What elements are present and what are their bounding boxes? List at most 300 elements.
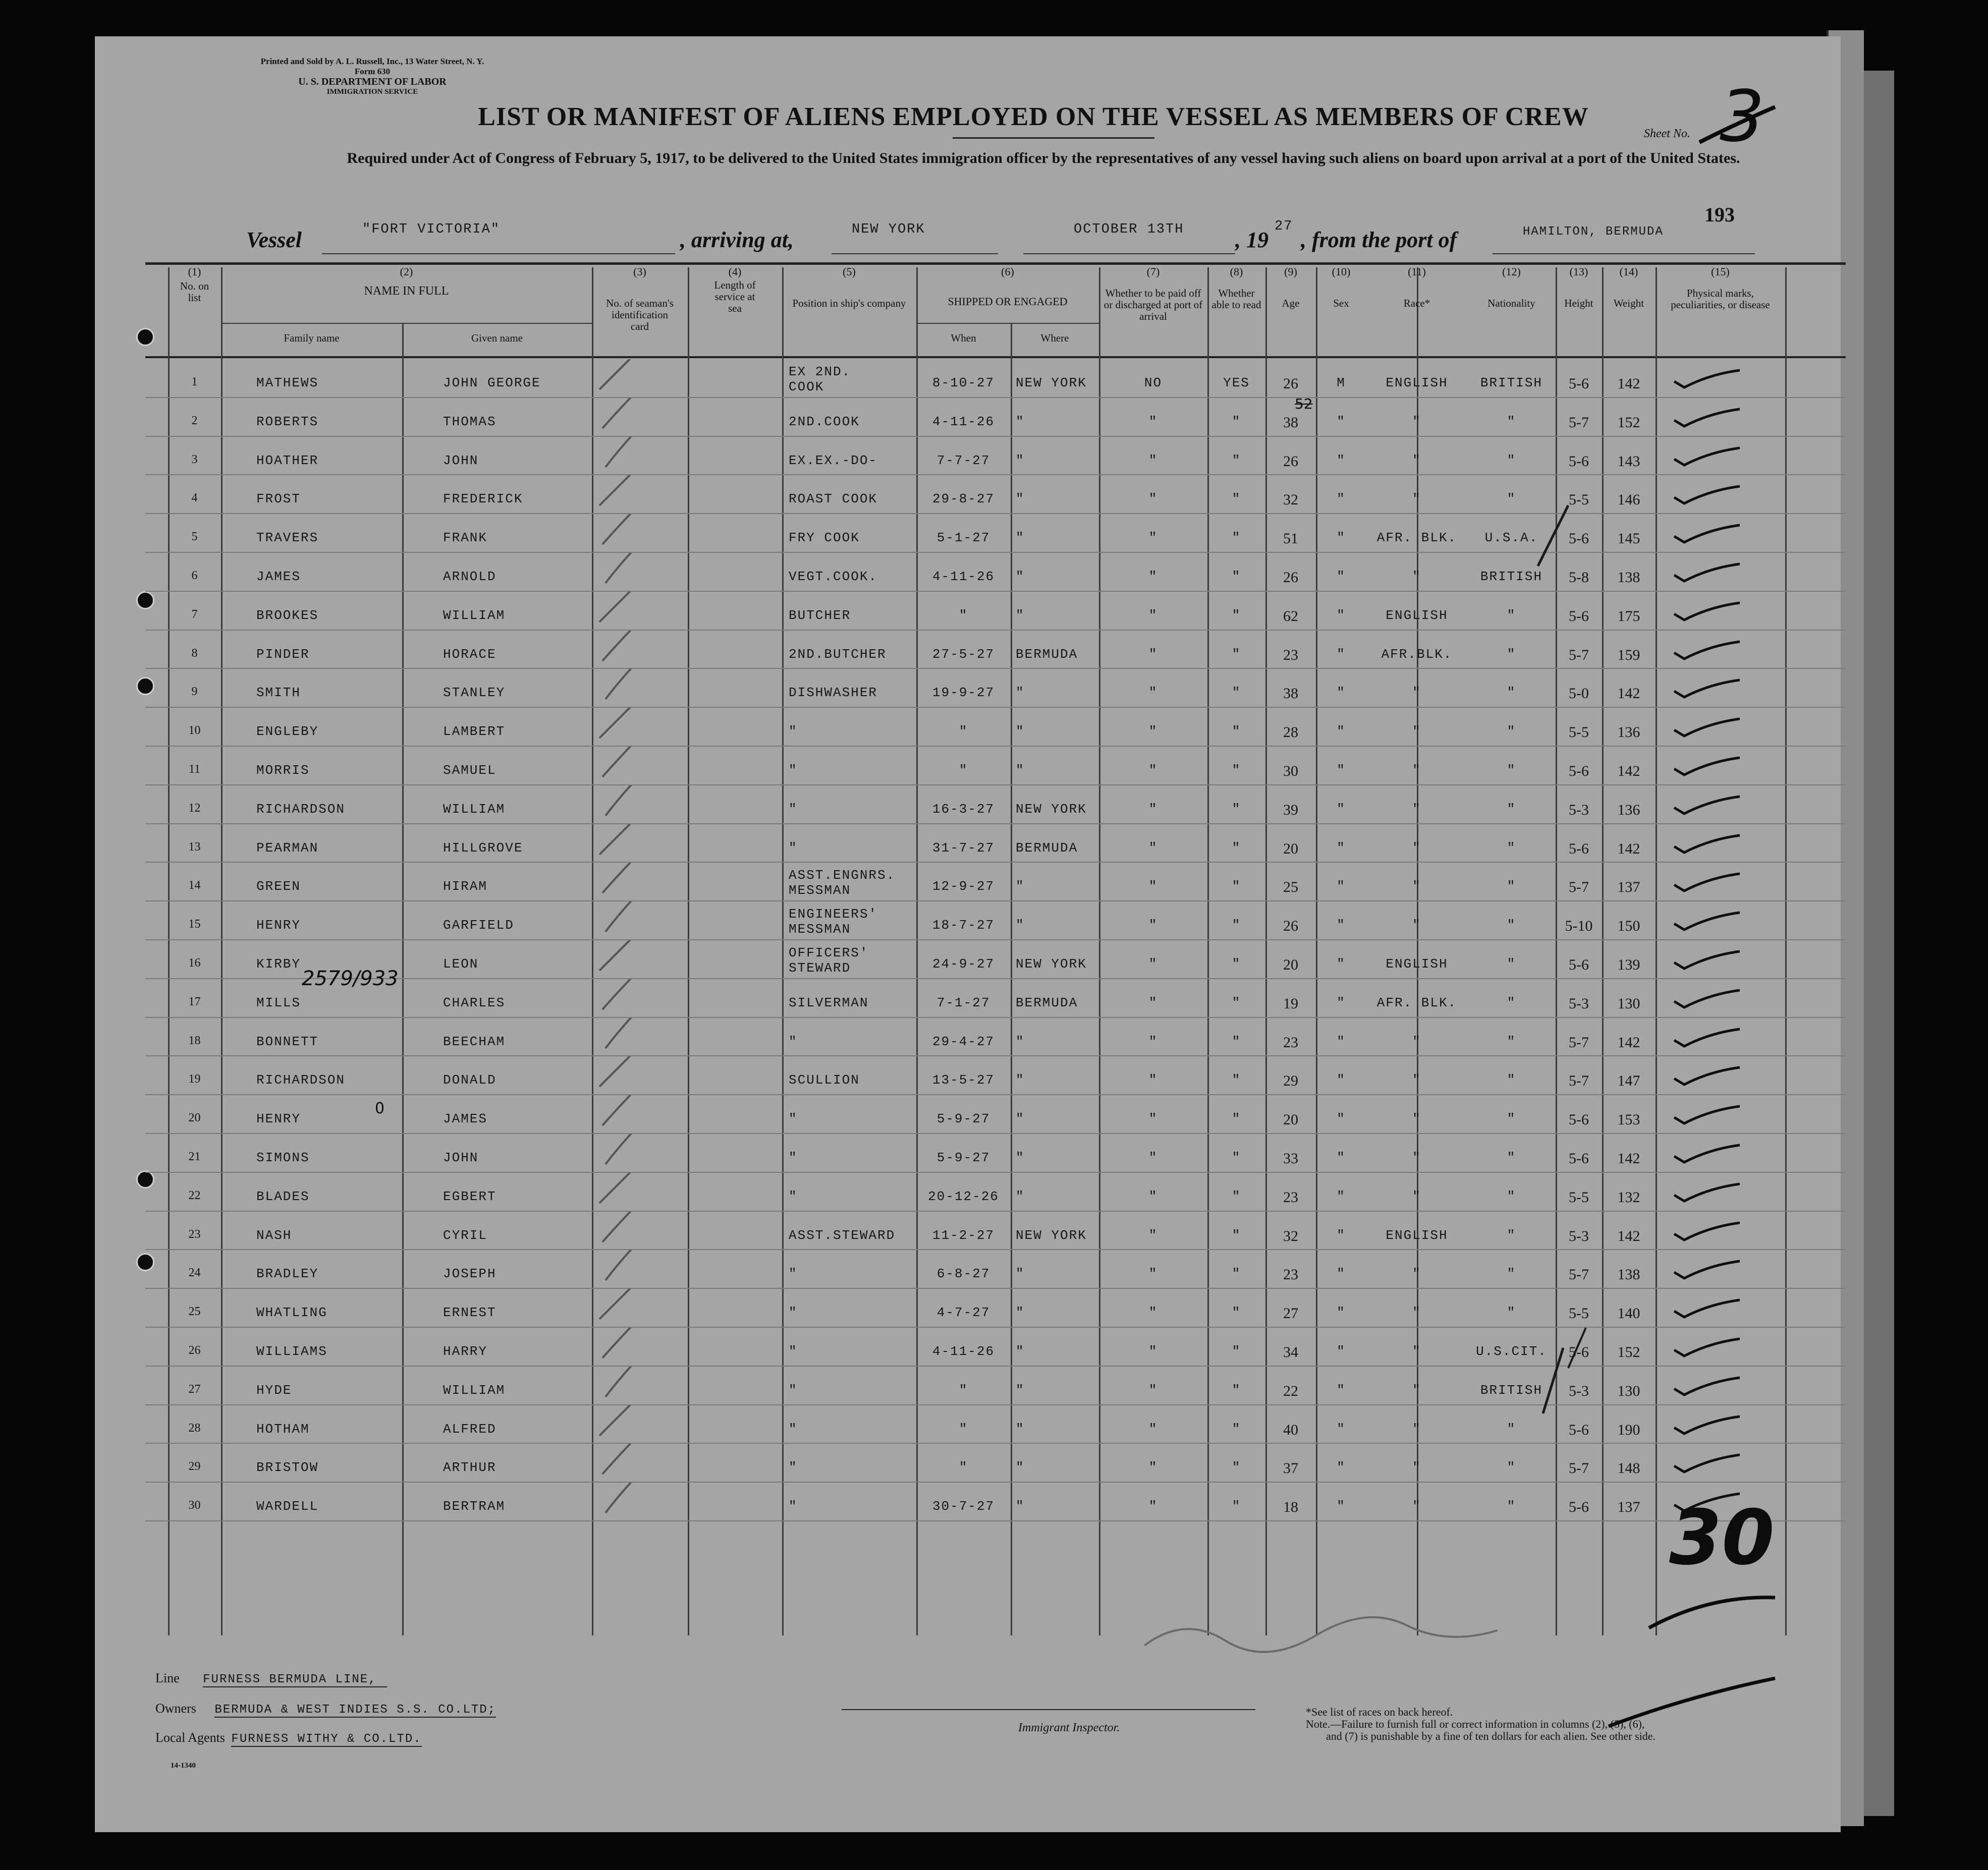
cell-age: 23: [1283, 1266, 1298, 1283]
cell-height: 5-6: [1569, 1150, 1589, 1167]
cell-no: 30: [188, 1499, 201, 1512]
cell-family-name: RICHARDSON: [256, 1072, 346, 1088]
cell-position: SILVERMAN: [789, 995, 869, 1010]
cell-able-to-read: ": [1232, 1460, 1241, 1476]
cell-able-to-read: ": [1232, 840, 1241, 856]
cell-weight: 175: [1617, 607, 1640, 625]
department-name: U. S. DEPARTMENT OF LABOR: [298, 76, 447, 87]
cell-position: ASST.STEWARD: [789, 1227, 896, 1243]
cell-family-name: WHATLING: [256, 1305, 327, 1321]
cell-where: BERMUDA: [1016, 646, 1078, 662]
cell-no: 4: [191, 491, 198, 505]
cell-weight: 132: [1617, 1188, 1640, 1206]
cell-age: 18: [1283, 1499, 1298, 1516]
cell-when: 4-11-26: [932, 569, 995, 584]
cell-age: 25: [1283, 879, 1298, 896]
cell-sex: M: [1337, 375, 1346, 390]
col-label: Nationality: [1487, 297, 1535, 309]
cell-able-to-read: ": [1232, 763, 1241, 778]
row19-mark: 0: [375, 1100, 385, 1117]
col-label: Length of service at sea: [714, 279, 756, 314]
cell-where: NEW YORK: [1016, 375, 1087, 390]
cell-race: ": [1412, 1266, 1421, 1282]
cell-position: ": [789, 763, 798, 778]
arriving-label: , arriving at,: [680, 228, 794, 252]
cell-race: ": [1412, 1188, 1421, 1204]
cell-given-name: GARFIELD: [443, 918, 514, 933]
cell-paid-off: ": [1148, 1344, 1158, 1359]
cell-able-to-read: ": [1232, 879, 1241, 894]
cell-nationality: ": [1507, 1072, 1516, 1088]
cell-when: 27-5-27: [932, 646, 995, 662]
cell-age: 28: [1283, 724, 1298, 741]
vessel-name: "FORT VICTORIA": [362, 222, 501, 237]
cell-position-line2: MESSMAN: [789, 922, 851, 937]
cell-race: ": [1412, 414, 1421, 429]
cell-position: ": [789, 840, 798, 856]
subheader-when: When: [951, 332, 976, 344]
cell-weight: 142: [1617, 840, 1640, 857]
cell-race: ": [1412, 918, 1421, 933]
cell-age: 22: [1283, 1382, 1298, 1399]
cell-given-name: ARNOLD: [443, 569, 496, 584]
note-penalty: Note.—Failure to furnish full or correct information in columns (2), (5), (6),: [1306, 1718, 1645, 1730]
cell-no: 24: [188, 1266, 201, 1280]
cell-where: ": [1016, 1266, 1025, 1282]
cell-given-name: WILLIAM: [443, 1382, 506, 1398]
cell-able-to-read: ": [1232, 1188, 1241, 1204]
cell-nationality: BRITISH: [1480, 375, 1543, 390]
cell-sex: ": [1337, 724, 1346, 740]
col-label: Weight: [1613, 297, 1644, 309]
cell-sex: ": [1337, 569, 1346, 584]
cell-able-to-read: ": [1232, 1227, 1241, 1243]
cell-sex: ": [1337, 1499, 1346, 1514]
footer-agents-row: [155, 1730, 422, 1746]
cell-paid-off: ": [1148, 840, 1158, 856]
cell-nationality: ": [1507, 414, 1516, 429]
cell-height: 5-6: [1569, 1344, 1589, 1361]
cell-height: 5-10: [1565, 918, 1593, 935]
cell-height: 5-6: [1569, 607, 1589, 625]
cell-weight: 138: [1617, 569, 1640, 586]
cell-where: ": [1016, 530, 1025, 546]
cell-paid-off: ": [1148, 1499, 1158, 1514]
cell-given-name: HILLGROVE: [443, 840, 523, 856]
cell-height: 5-6: [1569, 763, 1589, 779]
cell-race: ": [1412, 1460, 1421, 1476]
cell-no: 28: [188, 1421, 201, 1435]
cell-position: ": [789, 1344, 798, 1359]
cell-given-name: BERTRAM: [443, 1499, 506, 1514]
cell-no: 18: [188, 1034, 201, 1047]
cell-weight: 136: [1617, 724, 1640, 741]
cell-weight: 142: [1617, 375, 1640, 392]
cell-given-name: JOHN: [443, 1150, 479, 1165]
cell-nationality: ": [1507, 879, 1516, 894]
cell-height: 5-7: [1569, 1034, 1589, 1051]
cell-position: BUTCHER: [789, 607, 851, 623]
cell-family-name: RICHARDSON: [256, 801, 346, 817]
cell-height: 5-7: [1569, 1266, 1589, 1283]
cell-paid-off: ": [1148, 491, 1158, 507]
cell-given-name: BEECHAM: [443, 1034, 506, 1049]
cell-when: 8-10-27: [932, 375, 995, 390]
handwritten-total: 30: [1669, 1494, 1775, 1582]
cell-sex: ": [1337, 1034, 1346, 1049]
cell-nationality: ": [1507, 918, 1516, 933]
cell-able-to-read: ": [1232, 801, 1241, 817]
cell-weight: 138: [1617, 1266, 1640, 1283]
cell-when: 20-12-26: [928, 1188, 999, 1204]
cell-race: ": [1412, 801, 1421, 817]
owners-value: BERMUDA & WEST INDIES S.S. CO.LTD;: [214, 1703, 496, 1717]
cell-no: 23: [188, 1227, 201, 1241]
cell-sex: ": [1337, 1150, 1346, 1165]
page-number: 193: [1704, 203, 1735, 226]
subheader-where: Where: [1040, 332, 1069, 344]
cell-weight: 159: [1617, 646, 1640, 663]
cell-sex: ": [1337, 414, 1346, 429]
cell-able-to-read: ": [1232, 414, 1241, 429]
cell-when: 29-8-27: [932, 491, 995, 507]
cell-where: ": [1016, 918, 1025, 933]
agents-label: Local Agents: [155, 1730, 225, 1745]
cell-position: VEGT.COOK.: [789, 569, 878, 584]
cell-where: ": [1016, 1421, 1025, 1437]
cell-no: 8: [191, 646, 198, 660]
sheet-label: Sheet No.: [1644, 127, 1690, 140]
line-label: Line: [155, 1671, 180, 1685]
cell-weight: 142: [1617, 1150, 1640, 1167]
cell-where: NEW YORK: [1016, 956, 1087, 972]
cell-given-name: EGBERT: [443, 1188, 496, 1204]
cell-given-name: HORACE: [443, 646, 496, 662]
cell-able-to-read: ": [1232, 1072, 1241, 1088]
cell-where: ": [1016, 1305, 1025, 1321]
cell-race: ENGLISH: [1386, 375, 1448, 390]
inspector-label: Immigrant Inspector.: [1018, 1721, 1120, 1734]
cell-height: 5-6: [1569, 1499, 1589, 1516]
cell-able-to-read: ": [1232, 491, 1241, 507]
cell-height: 5-3: [1569, 1227, 1589, 1244]
cell-where: ": [1016, 491, 1025, 507]
cell-paid-off: ": [1148, 569, 1158, 584]
cell-weight: 145: [1617, 530, 1640, 547]
col-label: Age: [1282, 297, 1300, 309]
cell-where: ": [1016, 414, 1025, 429]
cell-position: ": [789, 1188, 798, 1204]
cell-no: 19: [188, 1072, 201, 1086]
cell-no: 15: [188, 918, 201, 931]
cell-no: 10: [188, 724, 201, 738]
form-code: 14-1340: [171, 1762, 196, 1770]
cell-where: ": [1016, 1344, 1025, 1359]
cell-when: ": [959, 724, 968, 740]
cell-family-name: BONNETT: [256, 1034, 319, 1049]
cell-weight: 150: [1617, 918, 1640, 935]
cell-height: 5-3: [1569, 801, 1589, 818]
cell-given-name: JOHN GEORGE: [443, 375, 541, 390]
cell-race: ENGLISH: [1386, 607, 1448, 623]
cell-where: ": [1016, 763, 1025, 778]
col-label: Physical marks, peculiarities, or disease: [1671, 287, 1770, 311]
cell-weight: 136: [1617, 801, 1640, 818]
cell-height: 5-7: [1569, 646, 1589, 663]
cell-paid-off: ": [1148, 724, 1158, 740]
cell-nationality: ": [1507, 1266, 1516, 1282]
cell-age: 38: [1283, 414, 1298, 431]
cell-position: ": [789, 1421, 798, 1437]
cell-nationality: ": [1507, 724, 1516, 740]
cell-weight: 140: [1617, 1305, 1640, 1322]
cell-nationality: BRITISH: [1480, 1382, 1543, 1398]
cell-able-to-read: YES: [1223, 375, 1250, 390]
cell-where: ": [1016, 1034, 1025, 1049]
cell-no: 6: [191, 569, 198, 582]
cell-height: 5-7: [1569, 1460, 1589, 1477]
cell-sex: ": [1337, 491, 1346, 507]
cell-when: 6-8-27: [936, 1266, 990, 1282]
cell-given-name: JOHN: [443, 452, 479, 468]
cell-no: 20: [188, 1111, 201, 1125]
cell-position: ": [789, 1499, 798, 1514]
cell-when: ": [959, 763, 968, 778]
cell-family-name: MORRIS: [256, 763, 310, 778]
cell-sex: ": [1337, 1111, 1346, 1127]
cell-sex: ": [1337, 1266, 1346, 1282]
cell-family-name: SMITH: [256, 685, 301, 701]
cell-age: 27: [1283, 1305, 1298, 1322]
cell-where: ": [1016, 1072, 1025, 1088]
cell-position: 2ND.COOK: [789, 414, 860, 429]
cell-nationality: ": [1507, 1227, 1516, 1243]
agents-value: FURNESS WITHY & CO.LTD.: [231, 1732, 422, 1746]
cell-height: 5-7: [1569, 879, 1589, 896]
cell-where: ": [1016, 724, 1025, 740]
cell-where: BERMUDA: [1016, 995, 1078, 1010]
cell-family-name: PEARMAN: [256, 840, 319, 856]
cell-paid-off: ": [1148, 1188, 1158, 1204]
cell-family-name: MATHEWS: [256, 375, 319, 390]
cell-where: ": [1016, 1188, 1025, 1204]
cell-weight: 139: [1617, 956, 1640, 973]
cell-given-name: THOMAS: [443, 414, 496, 429]
cell-weight: 148: [1617, 1460, 1640, 1477]
cell-nationality: ": [1507, 1111, 1516, 1127]
cell-where: BERMUDA: [1016, 840, 1078, 856]
cell-weight: 146: [1617, 491, 1640, 508]
cell-sex: ": [1337, 1382, 1346, 1398]
cell-no: 12: [188, 801, 201, 815]
cell-weight: 130: [1617, 995, 1640, 1012]
cell-sex: ": [1337, 607, 1346, 623]
cell-height: 5-6: [1569, 1111, 1589, 1128]
cell-position: ": [789, 1460, 798, 1476]
cell-family-name: HYDE: [256, 1382, 292, 1398]
subheader-given: Given name: [471, 332, 523, 344]
cell-age: 51: [1283, 530, 1298, 547]
cell-family-name: HOATHER: [256, 452, 319, 468]
cell-race: ": [1412, 1150, 1421, 1165]
cell-given-name: LAMBERT: [443, 724, 506, 740]
cell-paid-off: ": [1148, 530, 1158, 546]
cell-age: 26: [1283, 452, 1298, 470]
cell-where: ": [1016, 569, 1025, 584]
cell-able-to-read: ": [1232, 452, 1241, 468]
cell-height: 5-5: [1569, 491, 1589, 508]
cell-given-name: HARRY: [443, 1344, 488, 1359]
service-name: IMMIGRATION SERVICE: [326, 88, 418, 96]
cell-able-to-read: ": [1232, 918, 1241, 933]
cell-nationality: ": [1507, 840, 1516, 856]
cell-age: 23: [1283, 1188, 1298, 1206]
cell-able-to-read: ": [1232, 646, 1241, 662]
cell-when: 31-7-27: [932, 840, 995, 856]
cell-nationality: ": [1507, 491, 1516, 507]
cell-nationality: ": [1507, 801, 1516, 817]
cell-given-name: WILLIAM: [443, 801, 506, 817]
col-number: (4): [728, 265, 742, 278]
cell-age: 32: [1283, 491, 1298, 508]
cell-sex: ": [1337, 763, 1346, 778]
cell-position-line2: COOK: [789, 379, 824, 394]
cell-race: ": [1412, 685, 1421, 701]
note-penalty-cont: and (7) is punishable by a fine of ten dollars for each alien. See other side.: [1326, 1730, 1656, 1742]
cell-nationality: ": [1507, 995, 1516, 1010]
col-number: (14): [1619, 265, 1638, 278]
cell-nationality: ": [1507, 1421, 1516, 1437]
page-subtitle: Required under Act of Congress of February 5, 1917, to be delivered to the United States immigration officer by the representatives of any vessel having such aliens on board upon arrival at a port of the United States.: [347, 150, 1740, 166]
cell-weight: 147: [1617, 1072, 1640, 1090]
cell-height: 5-7: [1569, 414, 1589, 431]
col-label: Height: [1564, 297, 1593, 309]
arriving-port: NEW YORK: [852, 222, 925, 237]
cell-race: ": [1412, 1344, 1421, 1359]
cell-paid-off: ": [1148, 801, 1158, 817]
vessel-label: Vessel: [246, 228, 302, 252]
col-number: (10): [1332, 265, 1351, 278]
underlying-page-edge: [1862, 71, 1894, 1816]
cell-where: ": [1016, 1499, 1025, 1514]
cell-position: ": [789, 1111, 798, 1127]
cell-sex: ": [1337, 1421, 1346, 1437]
cell-sex: ": [1337, 1344, 1346, 1359]
cell-race: ": [1412, 1421, 1421, 1437]
cell-weight: 143: [1617, 452, 1640, 470]
cell-where: ": [1016, 1460, 1025, 1476]
cell-nationality: BRITISH: [1480, 569, 1543, 584]
cell-position: FRY COOK: [789, 530, 860, 546]
cell-family-name: FROST: [256, 491, 301, 507]
cell-position-line2: STEWARD: [789, 960, 851, 976]
cell-paid-off: ": [1148, 685, 1158, 701]
printer-line: Printed and Sold by A. L. Russell, Inc., 13 Water Street, N. Y.: [260, 56, 484, 66]
cell-when: 7-1-27: [936, 995, 990, 1010]
cell-when: 4-7-27: [936, 1305, 990, 1321]
cell-race: ": [1412, 1111, 1421, 1127]
cell-family-name: HENRY: [256, 1111, 301, 1127]
footer-line-row: [155, 1671, 387, 1686]
cell-able-to-read: ": [1232, 1111, 1241, 1127]
cell-able-to-read: ": [1232, 1266, 1241, 1282]
cell-sex: ": [1337, 879, 1346, 894]
cell-age: 62: [1283, 607, 1298, 625]
cell-paid-off: ": [1148, 1460, 1158, 1476]
cell-paid-off: ": [1148, 1072, 1158, 1088]
col-label: SHIPPED OR ENGAGED: [948, 295, 1068, 308]
cell-height: 5-8: [1569, 569, 1589, 586]
cell-position: OFFICERS': [789, 945, 869, 960]
cell-when: ": [959, 1421, 968, 1437]
cell-family-name: WARDELL: [256, 1499, 319, 1514]
cell-where: ": [1016, 607, 1025, 623]
cell-sex: ": [1337, 840, 1346, 856]
cell-no: 5: [191, 530, 198, 544]
cell-given-name: SAMUEL: [443, 763, 496, 778]
cell-sex: ": [1337, 530, 1346, 546]
cell-position: EX.EX.-DO-: [789, 452, 878, 468]
cell-no: 27: [188, 1382, 201, 1396]
from-port-label: , from the port of: [1301, 228, 1457, 252]
cell-no: 14: [188, 879, 201, 892]
cell-race: ": [1412, 452, 1421, 468]
cell-given-name: CYRIL: [443, 1227, 488, 1243]
cell-nationality: ": [1507, 956, 1516, 972]
cell-no: 16: [188, 956, 201, 970]
cell-height: 5-7: [1569, 1072, 1589, 1090]
cell-age: 29: [1283, 1072, 1298, 1090]
cell-when: 30-7-27: [932, 1499, 995, 1514]
cell-given-name: STANLEY: [443, 685, 506, 701]
cell-family-name: MILLS: [256, 995, 301, 1010]
cell-position: ": [789, 1150, 798, 1165]
col-number: (3): [633, 265, 646, 278]
cell-position: ": [789, 1382, 798, 1398]
cell-paid-off: ": [1148, 452, 1158, 468]
form-number: Form 630: [354, 67, 391, 76]
cell-race: ": [1412, 1072, 1421, 1088]
cell-when: ": [959, 1460, 968, 1476]
col-number: (1): [188, 265, 201, 278]
cell-race: ": [1412, 1305, 1421, 1321]
cell-race: ": [1412, 569, 1421, 584]
arrival-date: OCTOBER 13TH: [1074, 222, 1184, 237]
cell-family-name: BRADLEY: [256, 1266, 319, 1282]
cell-when: 7-7-27: [936, 452, 990, 468]
col-label: Whether able to read: [1211, 287, 1261, 311]
cell-race: ": [1412, 879, 1421, 894]
cell-height: 5-6: [1569, 375, 1589, 392]
cell-race: ": [1412, 491, 1421, 507]
cell-race: ": [1412, 840, 1421, 856]
cell-given-name: DONALD: [443, 1072, 496, 1088]
col-number: (9): [1284, 265, 1297, 278]
cell-height: 5-5: [1569, 1188, 1589, 1206]
cell-position: ": [789, 1034, 798, 1049]
cell-able-to-read: ": [1232, 1344, 1241, 1359]
cell-family-name: BRISTOW: [256, 1460, 319, 1476]
year-prefix: , 19: [1235, 228, 1268, 252]
cell-paid-off: ": [1148, 1111, 1158, 1127]
cell-when: 4-11-26: [932, 414, 995, 429]
cell-weight: 130: [1617, 1382, 1640, 1399]
cell-where: ": [1016, 1150, 1025, 1165]
col-number: (5): [843, 265, 856, 278]
cell-where: ": [1016, 452, 1025, 468]
cell-race: ": [1412, 1382, 1421, 1398]
cell-able-to-read: ": [1232, 995, 1241, 1010]
